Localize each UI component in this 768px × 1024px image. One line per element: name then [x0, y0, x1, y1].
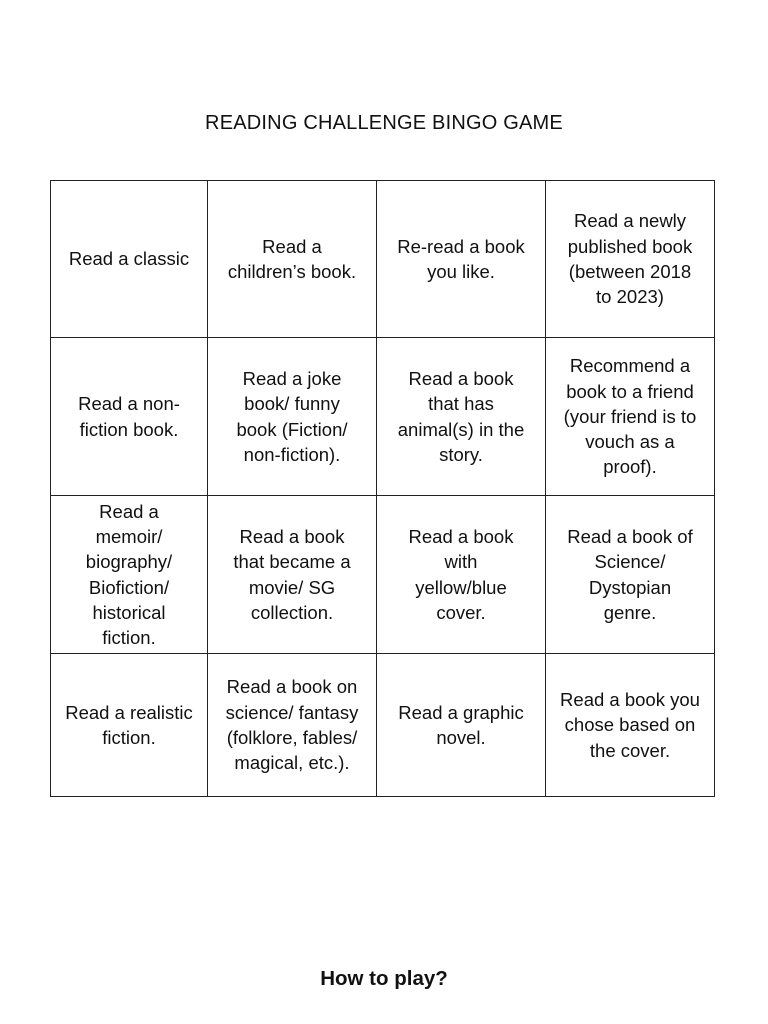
bingo-row: [51, 181, 715, 338]
bingo-cell-animals-story: Read a book that has animal(s) in the story.: [377, 338, 546, 496]
how-to-play-heading: How to play?: [320, 967, 448, 990]
bingo-cell-newly-published: Read a newly published book (between 2018 to 2023): [546, 181, 715, 338]
bingo-cell-childrens-book: Read a children’s book.: [208, 181, 377, 338]
bingo-cell-graphic-novel: Read a graphic novel.: [377, 654, 546, 797]
bingo-cell-reread-book: Re-read a book you like.: [377, 181, 546, 338]
bingo-cell-movie-collection: Read a book that became a movie/ SG collection.: [208, 496, 377, 654]
bingo-cell-memoir-biography: Read a memoir/ biography/ Biofiction/ historical fiction.: [51, 496, 208, 654]
bingo-cell-recommend-friend: Recommend a book to a friend (your friend is to vouch as a proof).: [546, 338, 715, 496]
bingo-row: [51, 496, 715, 654]
bingo-cell-yellow-blue-cover: Read a book with yellow/blue cover.: [377, 496, 546, 654]
bingo-cell-non-fiction: Read a non- fiction book.: [51, 338, 208, 496]
bingo-cell-chose-by-cover: Read a book you chose based on the cover.: [546, 654, 715, 797]
bingo-cell-read-classic: Read a classic: [51, 181, 208, 338]
page-title: READING CHALLENGE BINGO GAME: [205, 112, 563, 134]
bingo-cell-realistic-fiction: Read a realistic fiction.: [51, 654, 208, 797]
bingo-row: [51, 654, 715, 797]
bingo-cell-science-dystopian: Read a book of Science/ Dystopian genre.: [546, 496, 715, 654]
bingo-grid: [50, 180, 715, 797]
bingo-cell-science-fantasy: Read a book on science/ fantasy (folklore, fables/ magical, etc.).: [208, 654, 377, 797]
bingo-row: [51, 338, 715, 496]
bingo-cell-joke-book: Read a joke book/ funny book (Fiction/ non-fiction).: [208, 338, 377, 496]
